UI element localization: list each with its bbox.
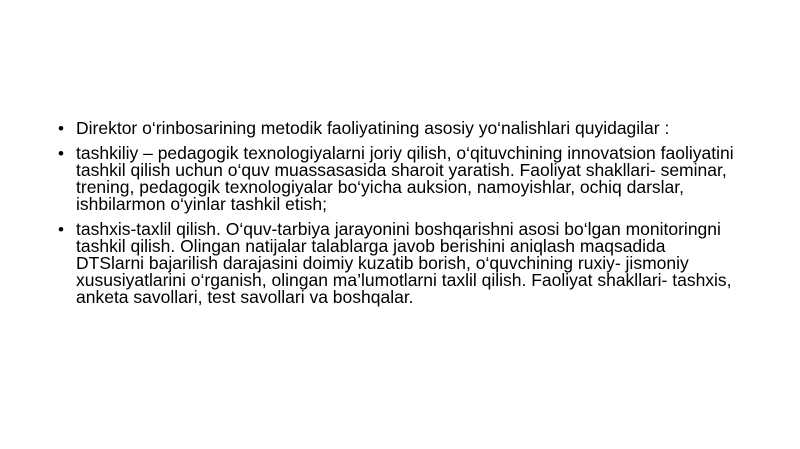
- bullet-text: tashxis-taxlil qilish. O‘quv-tarbiya jarayonini boshqarishni asosi bo‘lgan monitoringni tashkil qilish. Olingan natijalar talablarga javob berishini aniqlash maqsadida DTSlarni bajarilish darajasini doimiy kuzatib borish, o‘quvchining ruxiy- jismoniy xususiyatlarini o‘rganish, olingan ma’lumotlarni taxlil qilish. Faoliyat shakllari- tashxis, anketa savollari, test savollari va boshqalar.: [76, 219, 732, 307]
- bullet-text: Direktor o‘rinbosarining metodik faoliyatining asosiy yo‘nalishlari quyidagilar :: [76, 118, 670, 138]
- slide-content: [58, 120, 738, 314]
- bullet-dot-icon: •: [58, 220, 64, 239]
- bullet-dot-icon: •: [58, 119, 64, 138]
- bullet-text: tashkiliy – pedagogik texnologiyalarni joriy qilish, o‘qituvchining innovatsion faoliyatini tashkil qilish uchun o‘quv muassasasida sharoit yaratish. Faoliyat shakllari- seminar, trening, pedagogik texnologiyalar bo‘yicha auksion, namoyishlar, ochiq darslar, ishbilarmon o‘yinlar tashkil etish;: [76, 143, 734, 214]
- bullet-item-methodical-directions: [58, 120, 738, 137]
- bullet-item-diagnostic: [58, 221, 738, 306]
- bullet-dot-icon: •: [58, 144, 64, 163]
- bullet-list: [58, 120, 738, 306]
- bullet-item-organizational: [58, 145, 738, 213]
